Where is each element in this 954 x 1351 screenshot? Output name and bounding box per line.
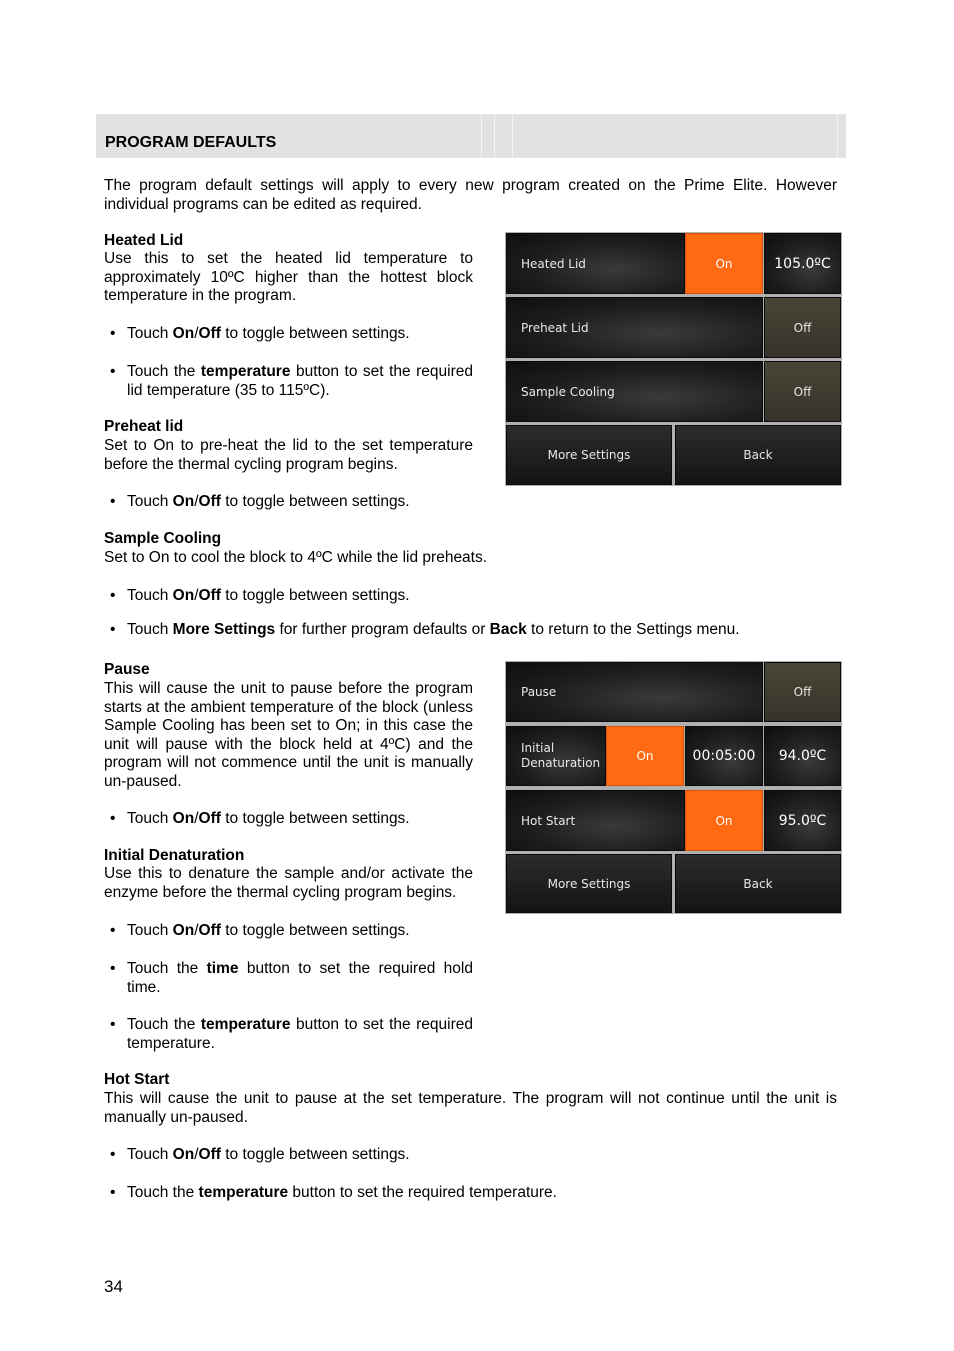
heated-lid-temperature-button[interactable]: 105.0ºC — [764, 233, 841, 294]
hot-start-body: This will cause the unit to pause at the set temperature. The program will not continue until the unit is manually un-paused. — [104, 1090, 837, 1126]
initial-denaturation-bullet-temperature: • Touch the temperature button to set the required temperature. — [110, 1016, 473, 1052]
sample-cooling-label: Sample Cooling — [506, 361, 763, 422]
page-number: 34 — [104, 1277, 123, 1296]
program-defaults-screen-1 — [505, 232, 842, 486]
heated-lid-bullet-toggle: • Touch On/Off to toggle between settings. — [110, 325, 410, 342]
hot-start-toggle-button[interactable]: On — [685, 790, 763, 851]
initial-denaturation-label — [506, 726, 606, 786]
intro-paragraph: The program default settings will apply to every new program created on the Prime Elite. However individual programs can be edited as required. — [104, 177, 837, 213]
header-divider — [494, 114, 495, 158]
initial-denaturation-temperature-button[interactable]: 94.0ºC — [764, 726, 841, 786]
preheat-lid-label: Preheat Lid — [506, 297, 763, 358]
heated-lid-label: Heated Lid — [506, 233, 685, 294]
sample-cooling-bullet-more-settings: • Touch More Settings for further program defaults or Back to return to the Settings menu. — [110, 621, 740, 638]
header-divider — [481, 114, 482, 158]
back-button[interactable]: Back — [675, 425, 841, 485]
section-title: PROGRAM DEFAULTS — [105, 134, 277, 151]
heated-lid-body: Use this to set the heated lid temperature to approximately 10ºC higher than the hottest block temperature in the program. — [104, 250, 473, 305]
sample-cooling-toggle-button[interactable]: Off — [764, 361, 841, 422]
initial-denaturation-bullet-toggle: • Touch On/Off to toggle between settings. — [110, 922, 410, 939]
more-settings-button[interactable]: More Settings — [506, 854, 672, 913]
preheat-lid-heading: Preheat lid — [104, 418, 184, 435]
program-defaults-screen-2 — [505, 661, 842, 914]
initial-denaturation-time-button[interactable]: 00:05:00 — [685, 726, 763, 786]
sample-cooling-heading: Sample Cooling — [104, 530, 222, 547]
initial-denaturation-bullet-time: • Touch the time button to set the required hold time. — [110, 960, 473, 996]
initial-denaturation-label-line-1: Initial — [521, 741, 555, 755]
section-header — [96, 114, 846, 158]
header-divider — [837, 114, 838, 158]
initial-denaturation-body: Use this to denature the sample and/or activate the enzyme before the thermal cycling program begins. — [104, 865, 473, 901]
preheat-lid-toggle-button[interactable]: Off — [764, 297, 841, 358]
sample-cooling-bullet-toggle: • Touch On/Off to toggle between settings. — [110, 587, 410, 604]
pause-heading: Pause — [104, 661, 150, 678]
heated-lid-heading: Heated Lid — [104, 232, 184, 249]
preheat-lid-bullet-toggle: • Touch On/Off to toggle between settings. — [110, 493, 410, 510]
header-divider — [512, 114, 513, 158]
heated-lid-bullet-temperature: • Touch the temperature button to set the required lid temperature (35 to 115ºC). — [110, 363, 473, 399]
initial-denaturation-toggle-button[interactable]: On — [606, 726, 684, 786]
initial-denaturation-label-line-2: Denaturation — [521, 756, 601, 770]
hot-start-bullet-toggle: • Touch On/Off to toggle between settings. — [110, 1146, 410, 1163]
hot-start-temperature-button[interactable]: 95.0ºC — [764, 790, 841, 851]
hot-start-label: Hot Start — [506, 790, 685, 851]
pause-body: This will cause the unit to pause before the program starts at the ambient temperature of the block (unless Sample Cooling has been set to On; in this case the unit will pause with the block held at 4ºC) and the program will not commence until the unit is manually un-paused. — [104, 680, 473, 790]
heated-lid-toggle-button[interactable]: On — [685, 233, 763, 294]
preheat-lid-body: Set to On to pre-heat the lid to the set temperature before the thermal cycling program begins. — [104, 437, 473, 473]
more-settings-button[interactable]: More Settings — [506, 425, 672, 485]
pause-label: Pause — [506, 662, 763, 722]
sample-cooling-body: Set to On to cool the block to 4ºC while the lid preheats. — [104, 549, 488, 566]
back-button[interactable]: Back — [675, 854, 841, 913]
hot-start-bullet-temperature: • Touch the temperature button to set the required temperature. — [110, 1184, 557, 1201]
pause-bullet-toggle: • Touch On/Off to toggle between settings. — [110, 810, 410, 827]
pause-toggle-button[interactable]: Off — [764, 662, 841, 722]
hot-start-heading: Hot Start — [104, 1071, 170, 1088]
initial-denaturation-heading: Initial Denaturation — [104, 847, 245, 864]
